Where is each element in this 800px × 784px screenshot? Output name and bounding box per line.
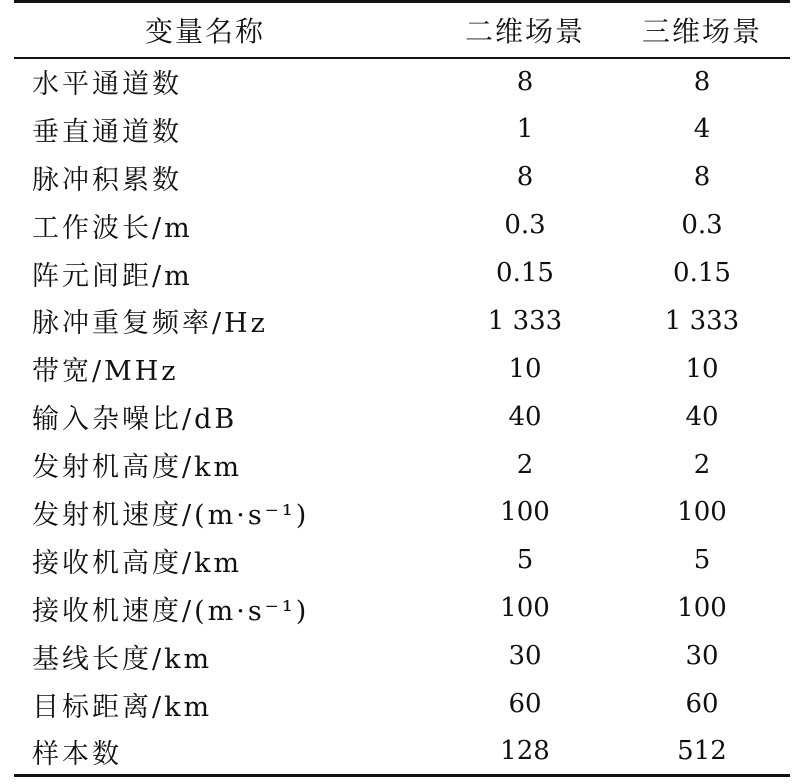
row-3d-value: 4 <box>693 114 711 145</box>
row-2d-value: 5 <box>516 545 534 576</box>
row-variable-name: 发射机高度/km <box>32 452 243 484</box>
row-variable-name: 目标距离/km <box>32 691 213 723</box>
table-row <box>14 345 790 393</box>
row-variable-name: 带宽/MHz <box>32 356 179 388</box>
row-variable-name: 接收机速度/(m·s⁻¹) <box>32 595 310 627</box>
row-2d-value: 100 <box>500 497 550 528</box>
row-variable-name: 发射机速度/(m·s⁻¹) <box>32 499 310 531</box>
row-variable-name: 脉冲积累数 <box>32 164 182 196</box>
row-2d-value: 100 <box>500 593 550 624</box>
table-row <box>14 536 790 584</box>
row-variable-name: 样本数 <box>14 728 436 776</box>
row-3d-value: 8 <box>693 162 711 193</box>
table-row <box>14 58 790 106</box>
table-row <box>14 393 790 441</box>
parameter-table-container <box>14 0 790 777</box>
table-row <box>14 680 790 728</box>
table-row <box>14 201 790 249</box>
row-variable-name: 输入杂噪比/dB <box>32 404 238 436</box>
header-variable-name: 变量名称 <box>14 2 436 58</box>
row-2d-value: 1 <box>516 114 534 145</box>
row-3d-value: 100 <box>677 593 727 624</box>
row-2d-value: 128 <box>436 728 614 776</box>
table-row <box>14 441 790 489</box>
row-3d-value: 40 <box>685 401 719 432</box>
table-row <box>14 297 790 345</box>
row-3d-value: 0.3 <box>681 210 723 241</box>
row-2d-value: 1 333 <box>487 305 563 336</box>
table-row <box>14 584 790 632</box>
row-3d-value: 1 333 <box>664 305 740 336</box>
row-2d-value: 10 <box>508 353 542 384</box>
row-2d-value: 60 <box>508 689 542 720</box>
row-3d-value: 512 <box>614 728 790 776</box>
header-3d-scenario: 三维场景 <box>614 2 790 58</box>
row-variable-name: 水平通道数 <box>32 69 182 101</box>
row-3d-value: 0.15 <box>673 258 731 288</box>
row-3d-value: 2 <box>693 449 711 480</box>
row-2d-value: 2 <box>516 449 534 480</box>
row-3d-value: 5 <box>693 545 711 576</box>
row-3d-value: 10 <box>685 353 719 384</box>
header-2d-scenario: 二维场景 <box>436 2 614 58</box>
table-row <box>14 153 790 201</box>
row-3d-value: 60 <box>685 689 719 720</box>
row-2d-value: 0.15 <box>496 258 554 288</box>
row-2d-value: 8 <box>516 66 534 97</box>
parameter-table <box>14 0 790 777</box>
table-row <box>14 632 790 680</box>
row-2d-value: 8 <box>516 162 534 193</box>
row-variable-name: 接收机高度/km <box>32 547 243 579</box>
row-2d-value: 0.3 <box>504 210 546 241</box>
table-header-row <box>14 2 790 58</box>
row-variable-name: 脉冲重复频率/Hz <box>32 308 268 340</box>
row-2d-value: 30 <box>508 641 542 672</box>
row-variable-name: 基线长度/km <box>32 643 213 675</box>
row-3d-value: 30 <box>685 641 719 672</box>
row-3d-value: 100 <box>677 497 727 528</box>
row-2d-value: 40 <box>508 401 542 432</box>
row-3d-value: 8 <box>693 66 711 97</box>
row-variable-name: 工作波长/m <box>32 212 193 244</box>
row-variable-name: 阵元间距/m <box>32 260 193 292</box>
table-row <box>14 105 790 153</box>
table-row <box>14 728 790 776</box>
row-variable-name: 垂直通道数 <box>32 116 182 148</box>
table-row <box>14 489 790 537</box>
table-row <box>14 249 790 297</box>
